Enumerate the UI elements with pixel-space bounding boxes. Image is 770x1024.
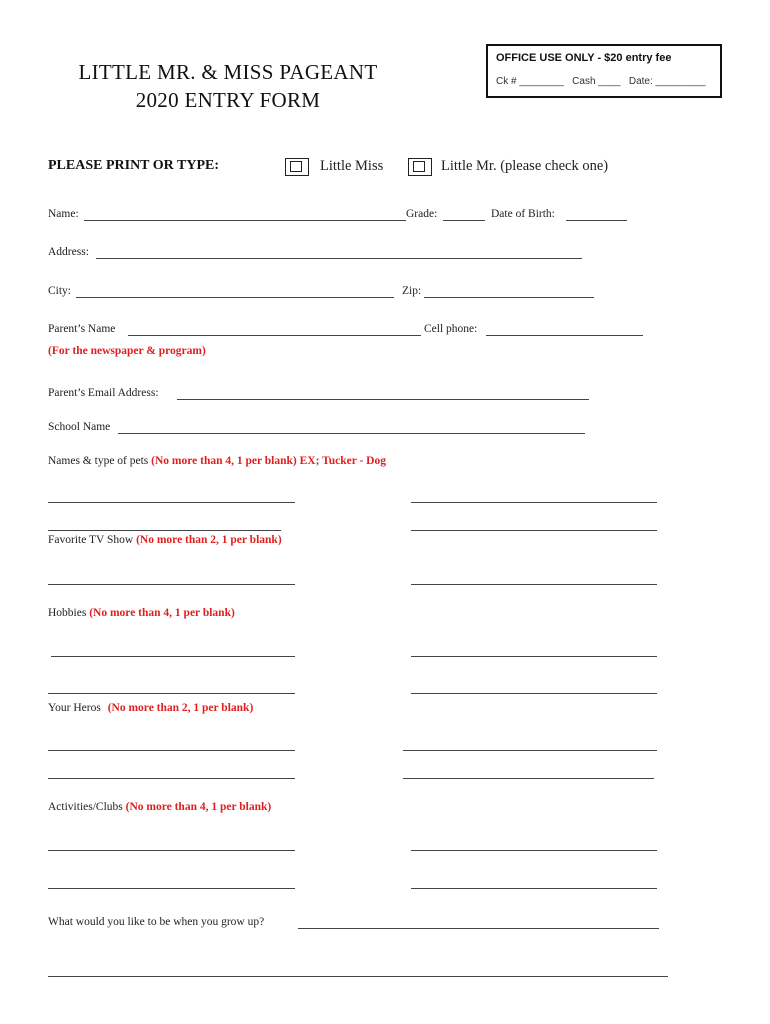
little-mr-label: Little Mr. (please check one) [441, 158, 609, 174]
hobbies-label: Hobbies [48, 607, 87, 619]
tv-label: Favorite TV Show [48, 534, 134, 546]
name-field[interactable] [84, 220, 406, 221]
school-name-field[interactable] [118, 433, 585, 434]
hobbies-section-label [48, 607, 235, 619]
little-miss-label: Little Miss [320, 158, 384, 174]
heros-note: (No more than 2, 1 per blank) [107, 702, 254, 714]
print-instruction: PLEASE PRINT OR TYPE: [48, 158, 220, 173]
pets-note: (No more than 4, 1 per blank) EX; Tucker - Dog [151, 455, 386, 467]
hero-blank-4[interactable] [403, 778, 654, 779]
pet-blank-3[interactable] [48, 530, 281, 531]
activities-section-label [48, 801, 271, 813]
pet-blank-4[interactable] [411, 530, 657, 531]
parent-email-label: Parent’s Email Address: [48, 387, 159, 399]
hobbies-note: (No more than 4, 1 per blank) [89, 607, 235, 619]
hobby-blank-4[interactable] [411, 693, 657, 694]
dob-field[interactable] [566, 220, 627, 221]
parent-email-field[interactable] [177, 399, 589, 400]
name-label: Name: [48, 208, 79, 220]
school-name-label: School Name [48, 421, 111, 433]
grow-up-label: What would you like to be when you grow up? [48, 916, 265, 928]
form-title-line1: LITTLE MR. & MISS PAGEANT [78, 60, 378, 84]
activities-note: (No more than 4, 1 per blank) [125, 801, 272, 813]
heros-section-label [48, 702, 253, 714]
parent-name-note: (For the newspaper & program) [48, 345, 206, 357]
office-use-row: Ck # ________ Cash ____ Date: _________ [496, 76, 706, 87]
cell-phone-label: Cell phone: [424, 323, 478, 335]
activities-label: Activities/Clubs [48, 801, 123, 813]
zip-field[interactable] [424, 297, 594, 298]
office-use-box [486, 44, 722, 98]
little-miss-checkbox[interactable] [285, 158, 309, 176]
address-field[interactable] [96, 258, 582, 259]
pet-blank-1[interactable] [48, 502, 295, 503]
form-title-line2: 2020 ENTRY FORM [135, 88, 321, 112]
activity-blank-2[interactable] [411, 850, 657, 851]
city-field[interactable] [76, 297, 394, 298]
hobby-blank-2[interactable] [411, 656, 657, 657]
hero-blank-2[interactable] [403, 750, 657, 751]
zip-label: Zip: [402, 285, 422, 297]
grow-up-field[interactable] [298, 928, 659, 929]
hero-blank-3[interactable] [48, 778, 295, 779]
grade-field[interactable] [443, 220, 485, 221]
hobby-blank-1[interactable] [51, 656, 295, 657]
parent-name-label: Parent’s Name [48, 323, 116, 335]
pets-label: Names & type of pets [48, 455, 149, 467]
grow-up-field-extra[interactable] [48, 976, 668, 977]
tv-note: (No more than 2, 1 per blank) [136, 534, 282, 546]
pets-section-label [48, 455, 386, 467]
cell-phone-field[interactable] [486, 335, 643, 336]
tv-blank-1[interactable] [48, 584, 295, 585]
activity-blank-1[interactable] [48, 850, 295, 851]
city-label: City: [48, 285, 72, 297]
dob-label: Date of Birth: [491, 208, 555, 220]
grade-label: Grade: [406, 208, 438, 220]
office-use-title: OFFICE USE ONLY - $20 entry fee [496, 52, 672, 64]
tv-section-label [48, 534, 282, 546]
parent-name-field[interactable] [128, 335, 421, 336]
little-mr-checkbox[interactable] [408, 158, 432, 176]
pet-blank-2[interactable] [411, 502, 657, 503]
hero-blank-1[interactable] [48, 750, 295, 751]
hobby-blank-3[interactable] [48, 693, 295, 694]
heros-label: Your Heros [48, 702, 101, 714]
tv-blank-2[interactable] [411, 584, 657, 585]
address-label: Address: [48, 246, 89, 258]
activity-blank-3[interactable] [48, 888, 295, 889]
activity-blank-4[interactable] [411, 888, 657, 889]
